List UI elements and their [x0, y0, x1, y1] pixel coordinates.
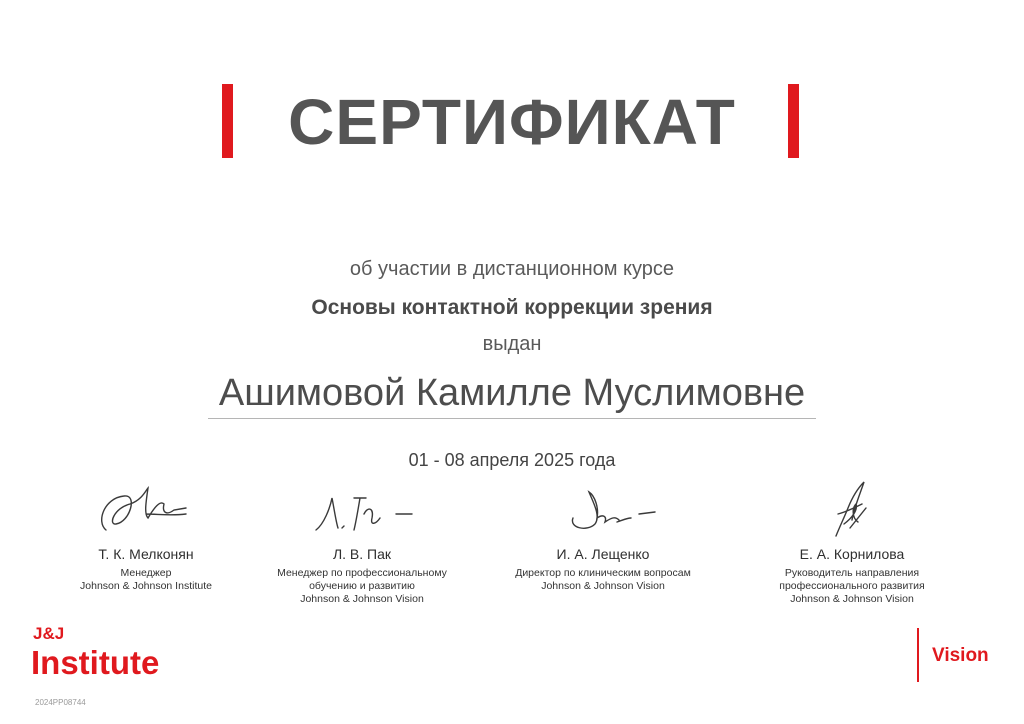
recipient-name: Ашимовой Камилле Муслимовне	[218, 372, 806, 414]
institute-logo-text: Institute	[31, 644, 160, 681]
signatory-1	[31, 478, 261, 593]
signatory-name: Л. В. Пак	[332, 546, 392, 562]
signature-3-image	[543, 478, 663, 542]
certificate-title: СЕРТИФИКАТ	[288, 86, 736, 158]
signature-4-image	[792, 478, 912, 542]
signatory-name: Е. А. Корнилова	[799, 546, 905, 562]
issued-label: выдан	[482, 333, 542, 355]
signatory-role: Директор по клиническим вопросам Johnson & Johnson Vision	[515, 567, 691, 592]
jj-logo-text: J&J	[33, 624, 65, 643]
signatory-name: И. А. Лещенко	[556, 546, 650, 562]
certificate-subtitle: об участии в дистанционном курсе	[349, 258, 675, 280]
signatory-role: Менеджер по профессиональному обучению и развитию Johnson & Johnson Vision	[277, 567, 447, 605]
signatory-role: Менеджер Johnson & Johnson Institute	[80, 567, 212, 592]
signatory-role: Руководитель направления профессионального развития Johnson & Johnson Vision	[779, 567, 925, 605]
signature-1-image	[86, 478, 206, 542]
signatory-name: Т. К. Мелконян	[98, 546, 194, 562]
recipient-underline	[208, 418, 816, 419]
vision-logo-divider	[917, 628, 919, 682]
document-code: 2024PP08744	[35, 698, 86, 707]
signature-2-image	[302, 478, 422, 542]
course-name: Основы контактной коррекции зрения	[311, 296, 713, 319]
course-dates: 01 - 08 апреля 2025 года	[408, 450, 616, 470]
vision-logo-text: Vision	[932, 645, 989, 666]
signatory-4	[737, 478, 967, 606]
signatory-2	[247, 478, 477, 606]
signatory-3	[488, 478, 718, 593]
